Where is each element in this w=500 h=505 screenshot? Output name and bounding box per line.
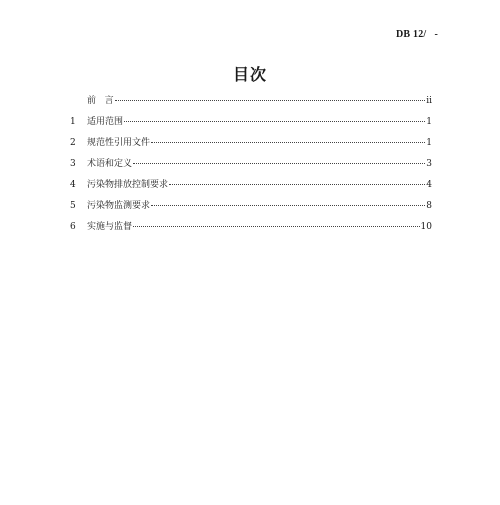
toc-entry-page: 4 bbox=[426, 180, 432, 190]
toc-leader-dots bbox=[151, 205, 425, 206]
toc-entry-number: 5 bbox=[70, 201, 76, 211]
toc-leader-dots bbox=[115, 100, 426, 101]
toc-entry-number: 4 bbox=[70, 180, 76, 190]
document-code: DB 12/ - bbox=[396, 29, 438, 40]
toc-entry-page: 1 bbox=[426, 117, 432, 127]
toc-entry-scope[interactable] bbox=[70, 114, 432, 135]
toc-entry-emission-control[interactable] bbox=[70, 177, 432, 198]
toc-entry-label: 实施与监督 bbox=[87, 222, 133, 232]
toc-entry-terms-definitions[interactable] bbox=[70, 156, 432, 177]
toc-entry-number: 6 bbox=[70, 222, 76, 232]
toc-entry-label: 污染物排放控制要求 bbox=[87, 180, 169, 190]
toc-leader-dots bbox=[169, 184, 425, 185]
toc-entry-number: 3 bbox=[70, 159, 76, 169]
toc-leader-dots bbox=[151, 142, 425, 143]
toc-entry-page: 10 bbox=[420, 222, 432, 232]
toc-entry-preface[interactable] bbox=[70, 93, 432, 114]
toc-leader-dots bbox=[124, 121, 425, 122]
toc-entry-page: ii bbox=[426, 96, 432, 106]
toc-entry-number: 2 bbox=[70, 138, 76, 148]
toc-entry-label: 前 言 bbox=[87, 96, 114, 106]
toc-entry-page: 3 bbox=[426, 159, 432, 169]
toc-entry-implementation[interactable] bbox=[70, 219, 432, 240]
toc-entry-monitoring[interactable] bbox=[70, 198, 432, 219]
toc-title: 目次 bbox=[232, 65, 267, 84]
toc-entry-number: 1 bbox=[70, 117, 76, 127]
toc-entry-page: 8 bbox=[426, 201, 432, 211]
toc-entry-label: 污染物监测要求 bbox=[87, 201, 151, 211]
toc-leader-dots bbox=[133, 226, 420, 227]
toc-entry-normative-references[interactable] bbox=[70, 135, 432, 156]
toc-entry-label: 适用范围 bbox=[87, 117, 124, 127]
toc-leader-dots bbox=[133, 163, 425, 164]
toc-entry-label: 规范性引用文件 bbox=[87, 138, 151, 148]
table-of-contents bbox=[70, 93, 432, 240]
toc-entry-page: 1 bbox=[426, 138, 432, 148]
toc-entry-label: 术语和定义 bbox=[87, 159, 133, 169]
